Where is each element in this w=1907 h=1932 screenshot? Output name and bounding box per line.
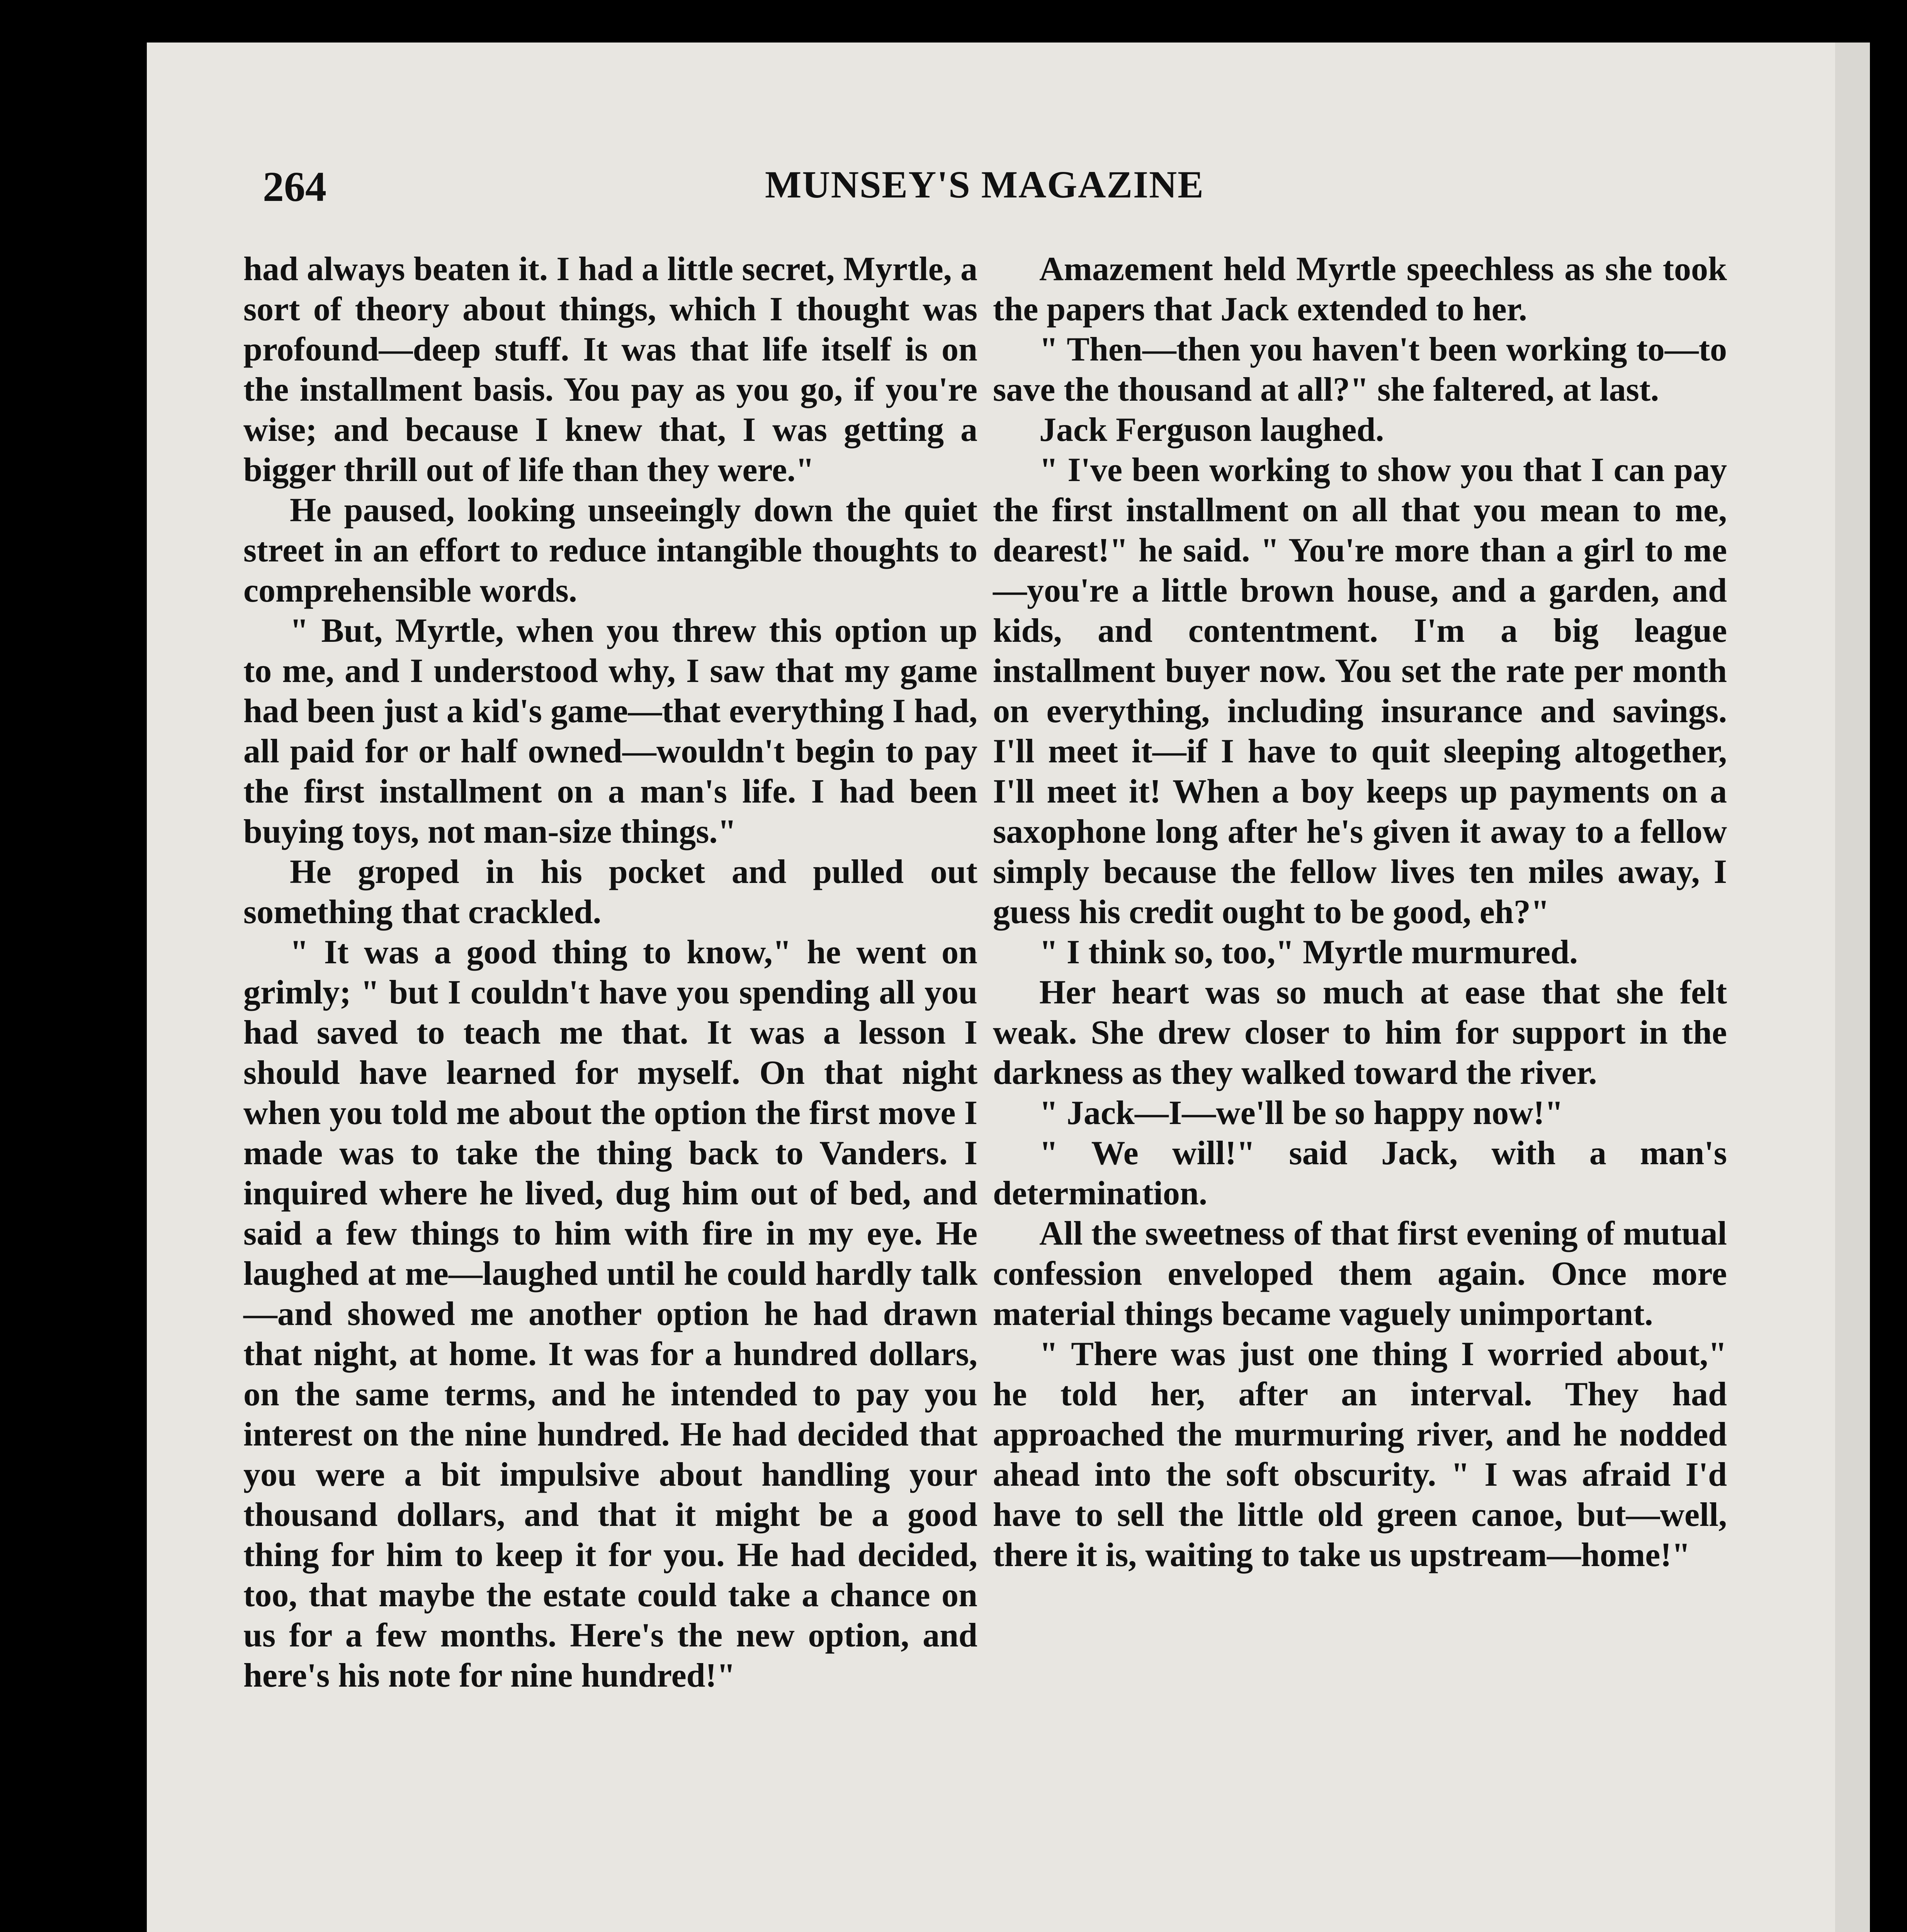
paragraph: had always beaten it. I had a little secret, Myrtle, a sort of theory about things, which I thought was profound—deep stuff. It was that life itself is on the installment basis. You pay as you go, if you're wise; and because I knew that, I was getting a bigger thrill out of life than they were." xyxy=(243,250,977,489)
paragraph: " We will!" said Jack, with a man's determination. xyxy=(993,1134,1727,1212)
paragraph: Her heart was so much at ease that she felt weak. She drew closer to him for support in the darkness as they walked toward the river. xyxy=(993,974,1727,1092)
paragraph: He groped in his pocket and pulled out something that crackled. xyxy=(243,853,977,931)
paragraph: " Then—then you haven't been working to—to save the thousand at all?" she faltered, at last. xyxy=(993,331,1727,408)
running-title: MUNSEY'S MAGAZINE xyxy=(765,163,1204,206)
paragraph: " There was just one thing I worried about," he told her, after an interval. They had approached the murmuring river, and he nodded ahead into the soft obscurity. " I was afraid I'd have to sell the little old green canoe, but—well, there it is, waiting to take us upstream—home!" xyxy=(993,1335,1727,1574)
paragraph: He paused, looking unseeingly down the quiet street in an effort to reduce intangible thoughts to comprehensible words. xyxy=(243,492,977,609)
paragraph: " But, Myrtle, when you threw this option up to me, and I understood why, I saw that my game had been just a kid's game—that everything I had, all paid for or half owned—wouldn't begin to pay the first installment on a man's life. I had been buying toys, not man-size things." xyxy=(243,612,977,850)
paragraph: All the sweetness of that first evening of mutual confession enveloped them again. Once more material things became vaguely unimportant. xyxy=(993,1215,1727,1333)
page-gutter xyxy=(1835,43,1870,1932)
story-column-left xyxy=(243,249,977,1696)
story-column-right xyxy=(993,249,1727,1575)
paragraph: Amazement held Myrtle speechless as she took the papers that Jack extended to her. xyxy=(993,250,1727,328)
paragraph: " It was a good thing to know," he went on grimly; " but I couldn't have you spending all you had saved to teach me that. It was a lesson I should have learned for myself. On that night when you told me about the option the first move I made was to take the thing back to Vanders. I inquired where he lived, dug him out of bed, and said a few things to him with fire in my eye. He laughed at me—laughed until he could hardly talk—and showed me another option he had drawn that night, at home. It was for a hundred dollars, on the same terms, and he intended to pay you interest on the nine hundred. He had decided that you were a bit impulsive about handling your thousand dollars, and that it might be a good thing for him to keep it for you. He had decided, too, that maybe the estate could take a chance on us for a few months. Here's the new option, and here's his note for nine hundred!" xyxy=(243,934,977,1694)
paragraph: " I've been working to show you that I can pay the first installment on all that you mean to me, dearest!" he said. " You're more than a girl to me—you're a little brown house, and a garden, and kids, and contentment. I'm a big league installment buyer now. You set the rate per month on everything, including insurance and savings. I'll meet it—if I have to quit sleeping altogether, I'll meet it! When a boy keeps up payments on a saxophone long after he's given it away to a fellow simply because the fellow lives ten miles away, I guess his credit ought to be good, eh?" xyxy=(993,451,1727,931)
paragraph: Jack Ferguson laughed. xyxy=(1039,411,1384,449)
paragraph: " Jack—I—we'll be so happy now!" xyxy=(1039,1094,1564,1132)
paragraph: " I think so, too," Myrtle murmured. xyxy=(1039,934,1578,971)
page-number: 264 xyxy=(263,163,326,210)
